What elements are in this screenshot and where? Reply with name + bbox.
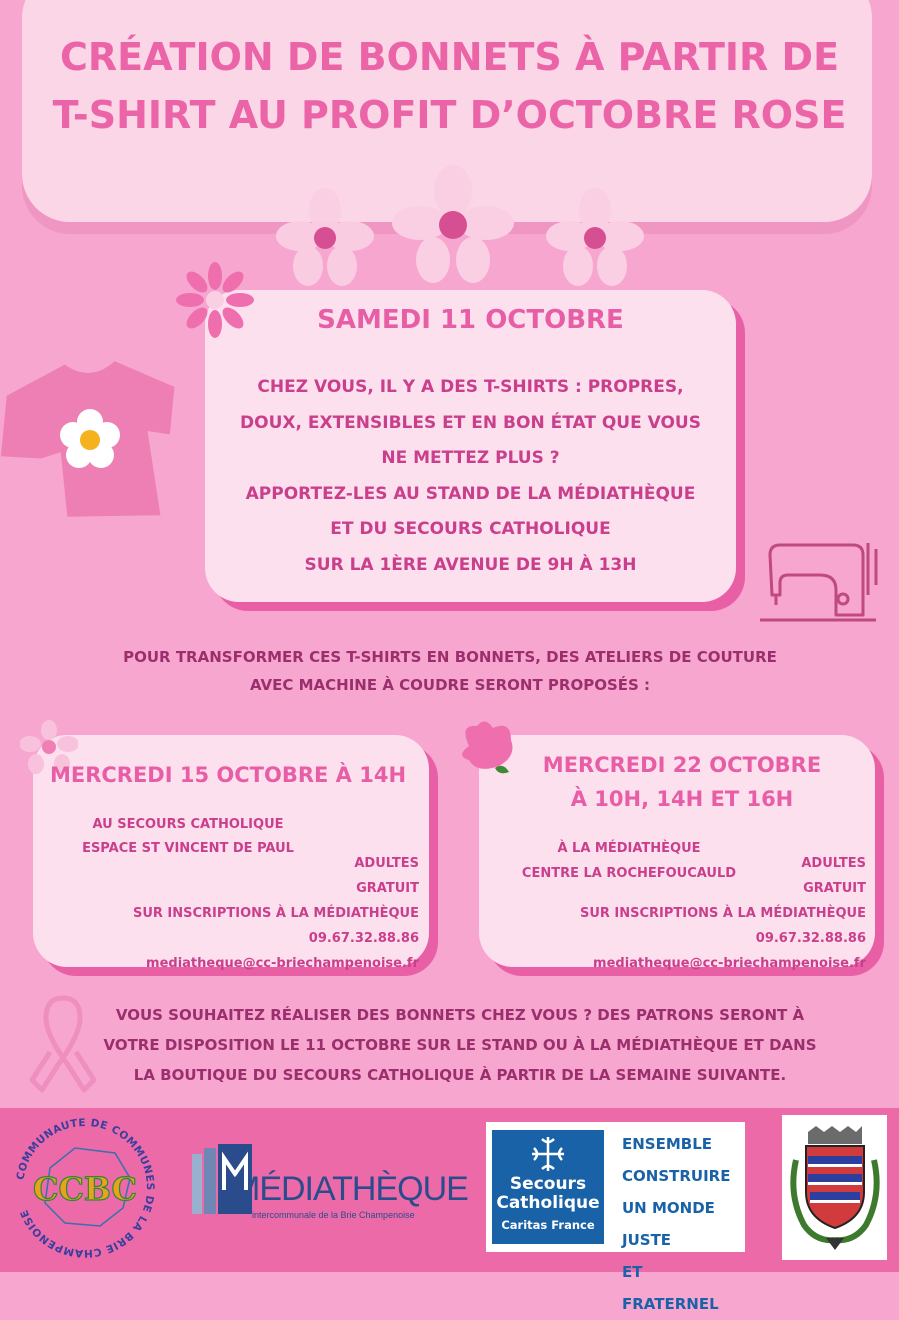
slogan-line: CONSTRUIRE — [622, 1167, 731, 1185]
title-line-2: T-SHIRT AU PROFIT D’OCTOBRE ROSE — [52, 93, 847, 137]
cross-icon — [530, 1135, 566, 1173]
slogan-line: ENSEMBLE — [622, 1135, 713, 1153]
email-link[interactable]: mediatheque@cc-briechampenoise.fr — [593, 956, 866, 971]
title-line: À 10H, 14H ET 16H — [570, 787, 794, 811]
secours-name — [492, 1175, 604, 1213]
mediatheque-name: MÉDIATHÈQUE — [232, 1170, 468, 1208]
title-line: MERCREDI 22 OCTOBRE — [542, 753, 822, 777]
session-left-title: MERCREDI 15 OCTOBRE À 14H — [49, 763, 407, 787]
info-line: VOUS SOUHAITEZ RÉALISER DES BONNETS CHEZ VOUS ? DES PATRONS SERONT À — [115, 1006, 805, 1024]
sewing-machine-icon — [758, 535, 883, 630]
phone-number: 09.67.32.88.86 — [308, 931, 419, 946]
price-label: GRATUIT — [356, 881, 419, 896]
description-line: SUR LA 1ÈRE AVENUE DE 9H À 13H — [304, 554, 637, 575]
description-line: NE METTEZ PLUS ? — [381, 448, 560, 468]
place-line: À LA MÉDIATHÈQUE — [557, 841, 701, 856]
mediatheque-subtitle: intercommunale de la Brie Champenoise — [252, 1210, 415, 1220]
main-event-description — [215, 370, 726, 583]
tshirt-icon — [0, 355, 180, 525]
slogan-line: ET FRATERNEL — [622, 1263, 719, 1313]
description-line: CHEZ VOUS, IL Y A DES T-SHIRTS : PROPRES, — [257, 377, 684, 397]
signup-label: SUR INSCRIPTIONS À LA MÉDIATHÈQUE — [579, 906, 866, 921]
title-line-1: CRÉATION DE BONNETS À PARTIR DE — [59, 35, 840, 79]
page-title — [0, 28, 899, 144]
price-label: GRATUIT — [803, 881, 866, 896]
description-line: ET DU SECOURS CATHOLIQUE — [330, 519, 611, 539]
audience-label: ADULTES — [801, 856, 866, 871]
caritas-label: Caritas France — [501, 1218, 595, 1232]
secours-name-line: Secours — [509, 1174, 587, 1194]
session-right-details — [479, 851, 866, 976]
secours-slogan — [622, 1128, 742, 1320]
description-line: APPORTEZ-LES AU STAND DE LA MÉDIATHÈQUE — [245, 483, 696, 504]
email-link[interactable]: mediatheque@cc-briechampenoise.fr — [146, 956, 419, 971]
patterns-info — [60, 1000, 860, 1090]
session-left-details — [33, 851, 419, 976]
flower-icon — [540, 188, 650, 288]
workshops-intro — [60, 643, 840, 699]
ccbc-ring-text: COMMUNAUTE DE COMMUNES DE LA BRIE CHAMPENOISE — [14, 1116, 157, 1260]
slogan-line: UN MONDE JUSTE — [622, 1199, 715, 1249]
ccbc-logo — [5, 1108, 165, 1268]
secours-name-line: Catholique — [496, 1193, 600, 1213]
session-right-title — [492, 748, 872, 816]
phone-number: 09.67.32.88.86 — [755, 931, 866, 946]
info-line: VOTRE DISPOSITION LE 11 OCTOBRE SUR LE STAND OU À LA MÉDIATHÈQUE ET DANS — [103, 1036, 817, 1054]
audience-label: ADULTES — [354, 856, 419, 871]
place-line: AU SECOURS CATHOLIQUE — [92, 817, 284, 832]
intro-line: AVEC MACHINE À COUDRE SERONT PROPOSÉS : — [249, 676, 651, 694]
description-line: DOUX, EXTENSIBLES ET EN BON ÉTAT QUE VOUS — [240, 412, 701, 433]
signup-label: SUR INSCRIPTIONS À LA MÉDIATHÈQUE — [132, 906, 419, 921]
main-event-date: SAMEDI 11 OCTOBRE — [317, 305, 624, 335]
place-line: ESPACE ST VINCENT DE PAUL — [82, 841, 294, 856]
info-line: LA BOUTIQUE DU SECOURS CATHOLIQUE À PARTIR DE LA SEMAINE SUIVANTE. — [133, 1066, 787, 1084]
flower-icon — [388, 165, 518, 285]
place-line: CENTRE LA ROCHEFOUCAULD — [521, 866, 737, 881]
ccbc-mark: CCBC — [32, 1170, 138, 1208]
flower-icon — [270, 188, 380, 288]
intro-line: POUR TRANSFORMER CES T-SHIRTS EN BONNETS, DES ATELIERS DE COUTURE — [123, 648, 777, 666]
coat-of-arms-icon — [786, 1120, 884, 1255]
